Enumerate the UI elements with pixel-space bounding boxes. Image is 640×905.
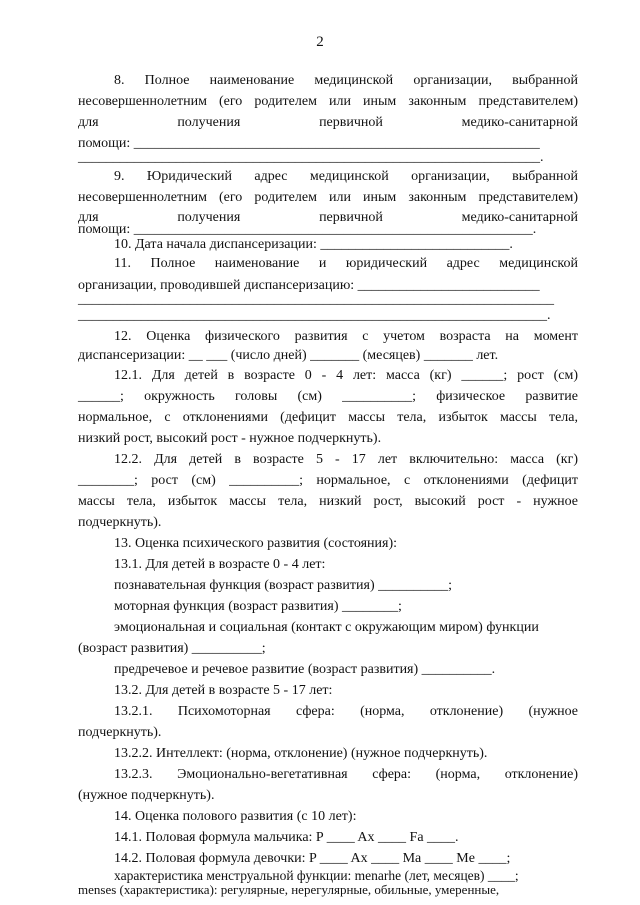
item-12-2-line-1: 12.2. Для детей в возрасте 5 - 17 лет включительно: масса (кг) bbox=[114, 452, 578, 467]
item-14: 14. Оценка полового развития (с 10 лет): bbox=[114, 809, 357, 824]
item-14-2: 14.2. Половая формула девочки: P ____ Ax ____ Ma ____ Me ____; bbox=[114, 851, 511, 866]
item-14-2-menses: menses (характеристика): регулярные, нерегулярные, обильные, умеренные, bbox=[78, 882, 500, 897]
item-13: 13. Оценка психического развития (состояния): bbox=[114, 536, 398, 551]
item-8-line-4: помощи: __________________________________________________________ bbox=[78, 136, 540, 151]
item-8-line-2: несовершеннолетним (его родителем или иным законным представителем) bbox=[78, 94, 578, 109]
item-8-line-3: для получения первичной медико-санитарной bbox=[78, 115, 578, 130]
item-12-1-line-1: 12.1. Для детей в возрасте 0 - 4 лет: масса (кг) ______; рост (см) bbox=[114, 368, 578, 383]
item-13-2-3-line-1: 13.2.3. Эмоционально-вегетативная сфера: (норма, отклонение) bbox=[114, 767, 578, 782]
item-12-2-line-4: подчеркнуть). bbox=[78, 515, 162, 530]
item-13-2-3-line-2: (нужное подчеркнуть). bbox=[78, 788, 215, 803]
item-11-line-2: организации, проводившей диспансеризацию: __________________________ bbox=[78, 278, 540, 293]
item-8-line-1: 8. Полное наименование медицинской организации, выбранной bbox=[114, 73, 578, 88]
item-13-2-2: 13.2.2. Интеллект: (норма, отклонение) (нужное подчеркнуть). bbox=[114, 746, 488, 761]
item-13-2-1-line-2: подчеркнуть). bbox=[78, 725, 162, 740]
item-13-1-motor: моторная функция (возраст развития) ________; bbox=[114, 599, 402, 614]
item-12-2-line-3: массы тела, избыток массы тела, низкий рост, высокий рост - нужное bbox=[78, 494, 578, 509]
item-12-1-line-2: ______; окружность головы (см) __________; физическое развитие bbox=[78, 389, 578, 404]
item-14-1: 14.1. Половая формула мальчика: P ____ Ax ____ Fa ____. bbox=[114, 830, 459, 845]
item-14-2-menstrual: характеристика менструальной функции: menarhe (лет, месяцев) ____; bbox=[114, 868, 519, 883]
page-number: 2 bbox=[316, 34, 324, 50]
item-12-1-line-3: нормальное, с отклонениями (дефицит массы тела, избыток массы тела, bbox=[78, 410, 578, 425]
item-10: 10. Дата начала диспансеризации: ___________________________. bbox=[114, 237, 513, 252]
item-12-line-2: диспансеризации: __ ___ (число дней) _______ (месяцев) _______ лет. bbox=[78, 348, 499, 363]
item-13-1-emotional-line-2: (возраст развития) __________; bbox=[78, 641, 266, 656]
item-12-2-line-2: ________; рост (см) __________; нормальное, с отклонениями (дефицит bbox=[78, 473, 578, 488]
item-12-1-line-4: низкий рост, высокий рост - нужное подчеркнуть). bbox=[78, 431, 382, 446]
item-11-line-3: ____________________________________________________________________ bbox=[78, 292, 554, 307]
item-8-line-5: __________________________________________________________________. bbox=[78, 150, 544, 165]
item-13-1-speech: предречевое и речевое развитие (возраст развития) __________. bbox=[114, 662, 496, 677]
item-13-2-1-line-1: 13.2.1. Психомоторная сфера: (норма, отклонение) (нужное bbox=[114, 704, 578, 719]
item-13-1-emotional-line-1: эмоциональная и социальная (контакт с окружающим миром) функции bbox=[114, 620, 539, 635]
item-9-line-4: помощи: _________________________________________________________. bbox=[78, 222, 537, 237]
item-11-line-4: ___________________________________________________________________. bbox=[78, 308, 551, 323]
item-13-1-cognitive: познавательная функция (возраст развития) __________; bbox=[114, 578, 452, 593]
item-9-line-1: 9. Юридический адрес медицинской организации, выбранной bbox=[114, 169, 578, 184]
item-11-line-1: 11. Полное наименование и юридический адрес медицинской bbox=[114, 256, 578, 271]
item-12-line-1: 12. Оценка физического развития с учетом возраста на момент bbox=[114, 329, 578, 344]
item-9-line-3: для получения первичной медико-санитарной bbox=[78, 210, 578, 225]
item-9-line-2: несовершеннолетним (его родителем или иным законным представителем) bbox=[78, 190, 578, 205]
item-13-1: 13.1. Для детей в возрасте 0 - 4 лет: bbox=[114, 557, 326, 572]
item-13-2: 13.2. Для детей в возрасте 5 - 17 лет: bbox=[114, 683, 333, 698]
